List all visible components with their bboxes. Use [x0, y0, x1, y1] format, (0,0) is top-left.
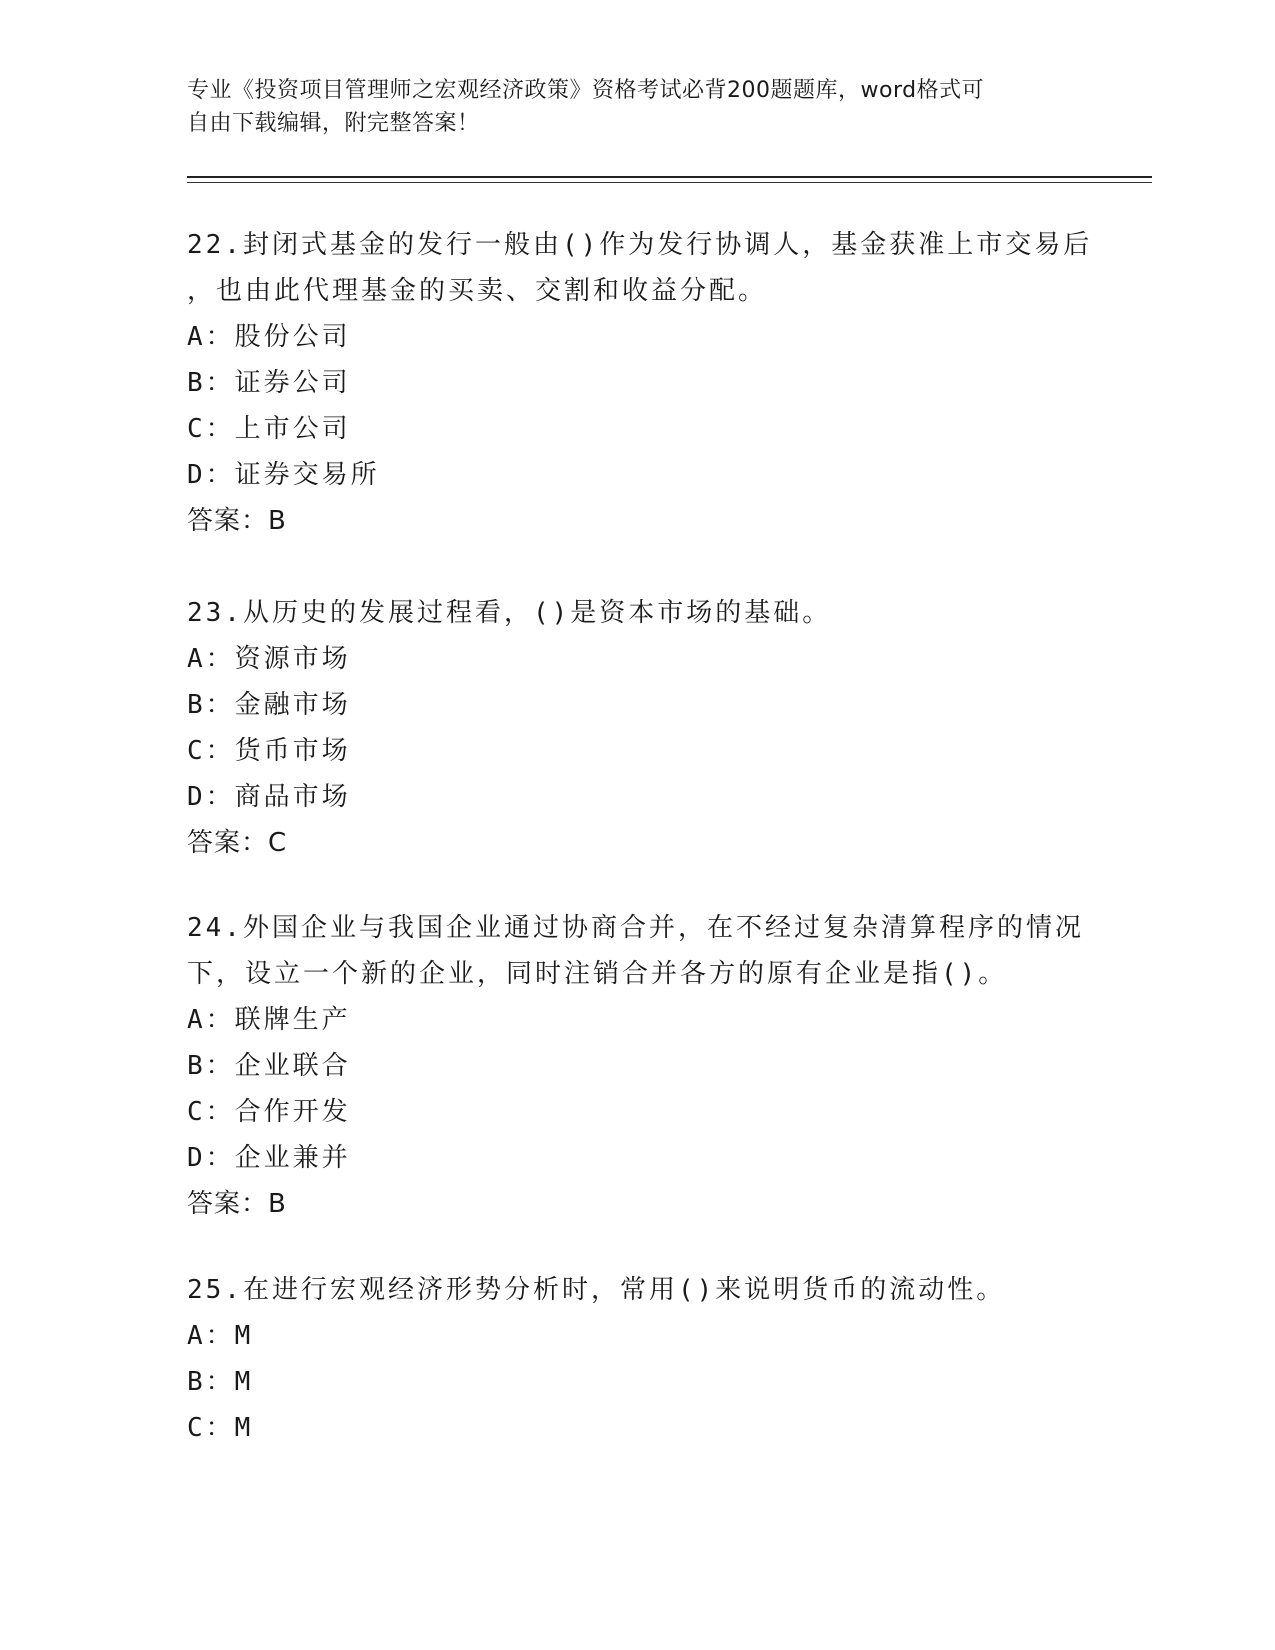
question-text-line: 25.在进行宏观经济形势分析时，常用()来说明货币的流动性。 — [187, 1275, 1006, 1305]
question-24 — [187, 905, 1087, 1227]
answer-label: 答案：B — [187, 506, 287, 536]
header-divider-thin — [187, 182, 1152, 183]
question-text-line: 22.封闭式基金的发行一般由()作为发行协调人，基金获准上市交易后 — [187, 230, 1093, 260]
option-b: B：证券公司 — [187, 368, 351, 398]
question-text-line: ，也由此代理基金的买卖、交割和收益分配。 — [187, 276, 768, 306]
question-text-line: 下，设立一个新的企业，同时注销合并各方的原有企业是指()。 — [187, 959, 1008, 989]
option-a: A：M — [187, 1321, 254, 1351]
option-c: C：上市公司 — [187, 414, 351, 444]
option-c: C：M — [187, 1413, 254, 1443]
header-line-2: 自由下载编辑，附完整答案！ — [187, 111, 480, 136]
header-line-1: 专业《投资项目管理师之宏观经济政策》资格考试必背200题题库，word格式可 — [187, 78, 985, 103]
option-c: C：合作开发 — [187, 1097, 351, 1127]
option-d: D：证券交易所 — [187, 460, 380, 490]
question-22 — [187, 222, 1093, 544]
option-b: B：企业联合 — [187, 1051, 351, 1081]
question-25 — [187, 1267, 1087, 1451]
option-c: C：货币市场 — [187, 736, 351, 766]
question-text-line: 24.外国企业与我国企业通过协商合并，在不经过复杂清算程序的情况 — [187, 913, 1084, 943]
option-d: D：企业兼并 — [187, 1143, 351, 1173]
option-d: D：商品市场 — [187, 782, 351, 812]
document-header — [187, 74, 1067, 140]
answer-label: 答案：C — [187, 828, 288, 858]
option-a: A：股份公司 — [187, 322, 351, 352]
answer-label: 答案：B — [187, 1189, 287, 1219]
option-b: B：M — [187, 1367, 254, 1397]
option-b: B：金融市场 — [187, 690, 351, 720]
option-a: A：联牌生产 — [187, 1005, 351, 1035]
question-text-line: 23.从历史的发展过程看，()是资本市场的基础。 — [187, 598, 832, 628]
header-divider-thick — [187, 176, 1152, 178]
option-a: A：资源市场 — [187, 644, 351, 674]
question-23 — [187, 590, 1087, 866]
